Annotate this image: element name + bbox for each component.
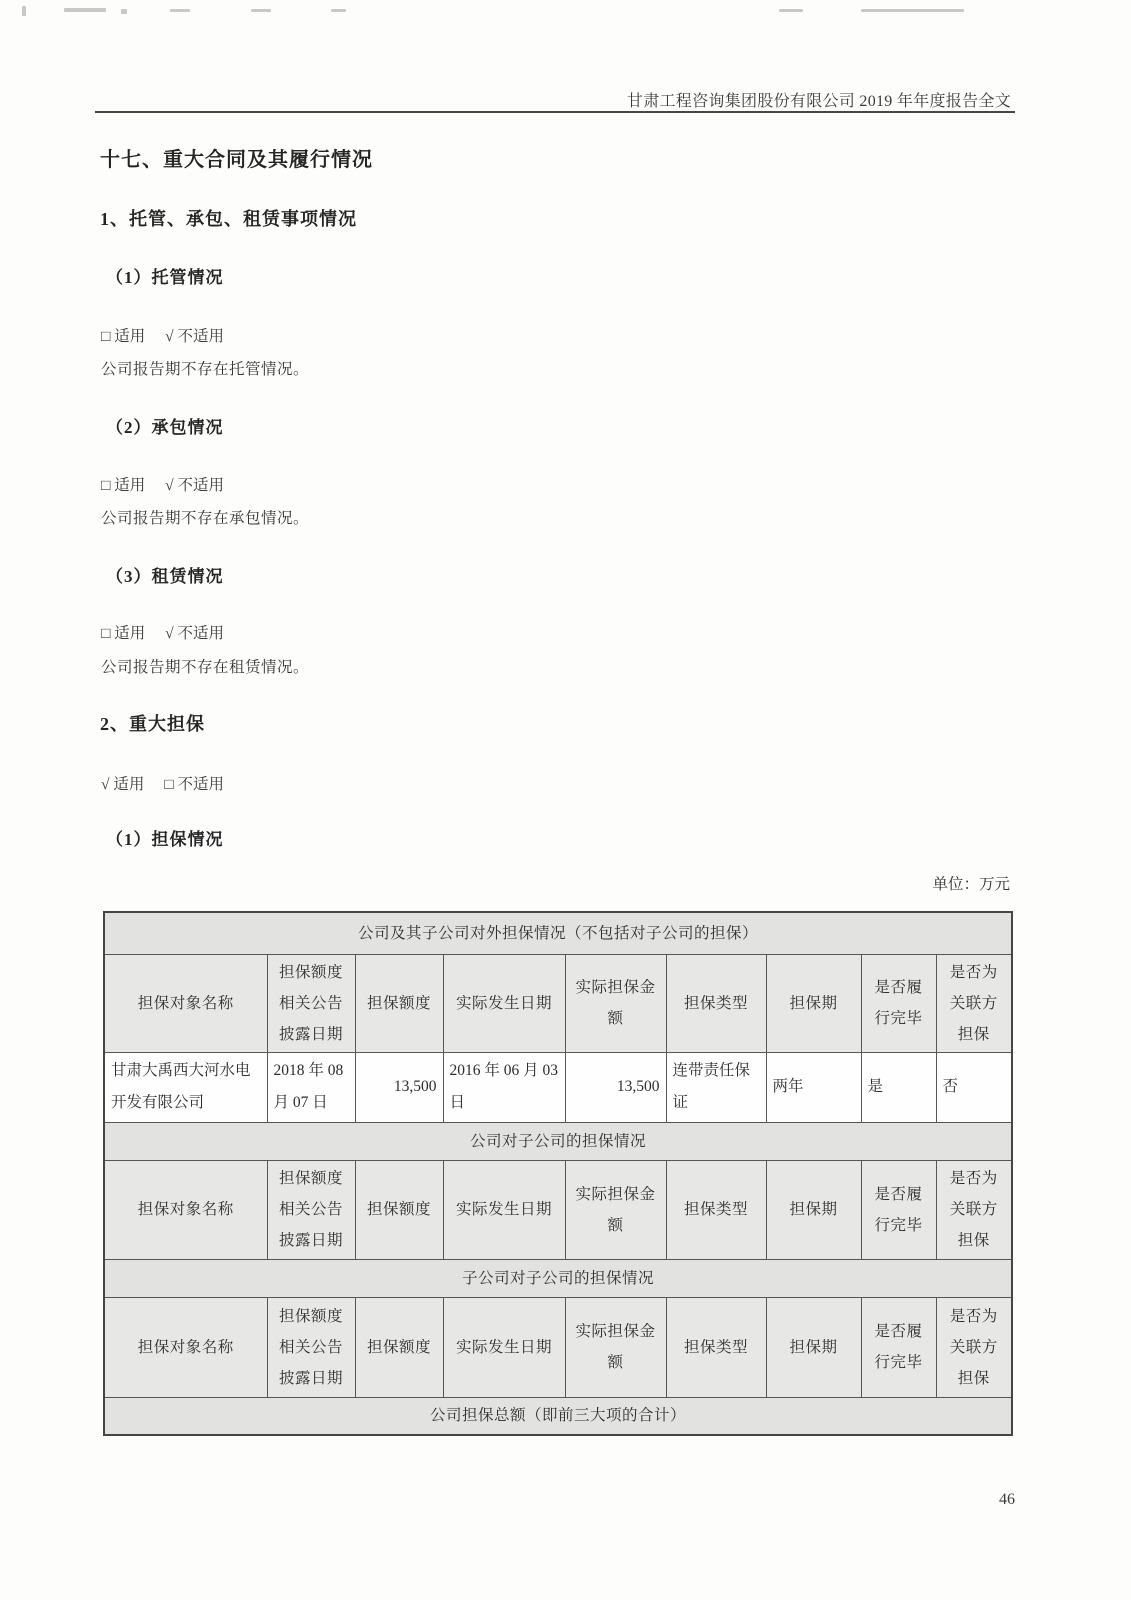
column-header-actual-amount: 实际担保金额 [565,1297,666,1397]
column-header-actual-amount: 实际担保金额 [565,954,666,1052]
report-header-title: 甘肃工程咨询集团股份有限公司 2019 年年度报告全文 [626,93,1011,110]
cell-related-party: 否 [936,1052,1012,1122]
header-rule [95,111,1015,113]
cell-actual-amount: 13,500 [565,1052,666,1122]
column-header-guarantee-quota: 担保额度 [355,1160,443,1259]
item-heading-custody: （1）托管情况 [106,268,224,287]
applicability-line-lease [101,621,224,643]
note-lease: 公司报告期不存在租赁情况。 [101,659,310,676]
column-header-related-party: 是否为关联方担保 [936,1160,1012,1259]
scan-artifact [170,9,190,12]
column-header-related-party: 是否为关联方担保 [936,1297,1012,1397]
item-heading-lease: （3）租赁情况 [106,567,224,586]
table-section-title-subsidiary-to-subsidiary: 子公司对子公司的担保情况 [104,1259,1012,1297]
scan-artifact [64,8,106,12]
subsection-heading-major-guarantees: 2、重大担保 [100,714,205,734]
table-section-title-company-to-subsidiary: 公司对子公司的担保情况 [104,1122,1012,1160]
column-header-guarantee-target: 担保对象名称 [104,1160,267,1259]
cell-guarantee-type: 连带责任保证 [666,1052,766,1122]
table-section-title-external: 公司及其子公司对外担保情况（不包括对子公司的担保） [104,912,1012,954]
checkbox-applicable-unchecked: □ 适用 [101,328,146,345]
cell-disclosure-date: 2018 年 08 月 07 日 [267,1052,355,1122]
applicability-line-guarantee [101,772,224,794]
checkbox-not-applicable-checked: √ 不适用 [165,328,225,345]
column-header-guarantee-type: 担保类型 [666,1160,766,1259]
column-header-disclosure-date: 担保额度相关公告披露日期 [267,1297,355,1397]
column-header-actual-amount: 实际担保金额 [565,1160,666,1259]
column-header-guarantee-quota: 担保额度 [355,1297,443,1397]
checkbox-not-applicable-unchecked: □ 不适用 [164,776,225,793]
checkbox-applicable-unchecked: □ 适用 [101,477,146,494]
checkbox-applicable-unchecked: □ 适用 [101,625,146,642]
applicability-line-custody [101,324,224,346]
note-contracting: 公司报告期不存在承包情况。 [101,510,310,527]
column-header-disclosure-date: 担保额度相关公告披露日期 [267,1160,355,1259]
column-header-actual-date: 实际发生日期 [443,1297,565,1397]
cell-guarantee-target: 甘肃大禹西大河水电开发有限公司 [104,1052,267,1122]
cell-fulfilled: 是 [861,1052,936,1122]
item-heading-guarantee-details: （1）担保情况 [106,830,224,849]
column-header-guarantee-period: 担保期 [766,954,861,1052]
column-header-guarantee-quota: 担保额度 [355,954,443,1052]
scan-artifact [22,6,26,16]
column-header-guarantee-period: 担保期 [766,1297,861,1397]
column-header-guarantee-type: 担保类型 [666,954,766,1052]
column-header-guarantee-type: 担保类型 [666,1297,766,1397]
applicability-line-contracting [101,473,224,495]
section-heading-major-contracts: 十七、重大合同及其履行情况 [100,149,373,171]
guarantee-table [103,911,1013,1436]
column-header-related-party: 是否为关联方担保 [936,954,1012,1052]
unit-label: 单位：万元 [932,876,1010,893]
cell-guarantee-quota: 13,500 [355,1052,443,1122]
column-header-guarantee-period: 担保期 [766,1160,861,1259]
column-header-disclosure-date: 担保额度相关公告披露日期 [267,954,355,1052]
note-custody: 公司报告期不存在托管情况。 [101,361,310,378]
column-header-fulfilled: 是否履行完毕 [861,1160,936,1259]
cell-actual-date: 2016 年 06 月 03 日 [443,1052,565,1122]
column-header-guarantee-target: 担保对象名称 [104,954,267,1052]
scan-artifact [251,9,271,12]
subsection-heading-custody-contract-lease: 1、托管、承包、租赁事项情况 [100,209,357,229]
column-header-guarantee-target: 担保对象名称 [104,1297,267,1397]
scan-artifact [121,9,127,14]
scan-artifact [779,9,803,12]
checkbox-not-applicable-checked: √ 不适用 [165,625,225,642]
column-header-fulfilled: 是否履行完毕 [861,954,936,1052]
column-header-fulfilled: 是否履行完毕 [861,1297,936,1397]
column-header-actual-date: 实际发生日期 [443,954,565,1052]
item-heading-contracting: （2）承包情况 [106,418,224,437]
cell-guarantee-period: 两年 [766,1052,861,1122]
scan-artifact [331,9,346,12]
checkbox-applicable-checked: √ 适用 [101,776,145,793]
checkbox-not-applicable-checked: √ 不适用 [165,477,225,494]
table-total-row: 公司担保总额（即前三大项的合计） [104,1397,1012,1435]
column-header-actual-date: 实际发生日期 [443,1160,565,1259]
page-number: 46 [999,1491,1015,1508]
scan-artifact [861,9,964,12]
